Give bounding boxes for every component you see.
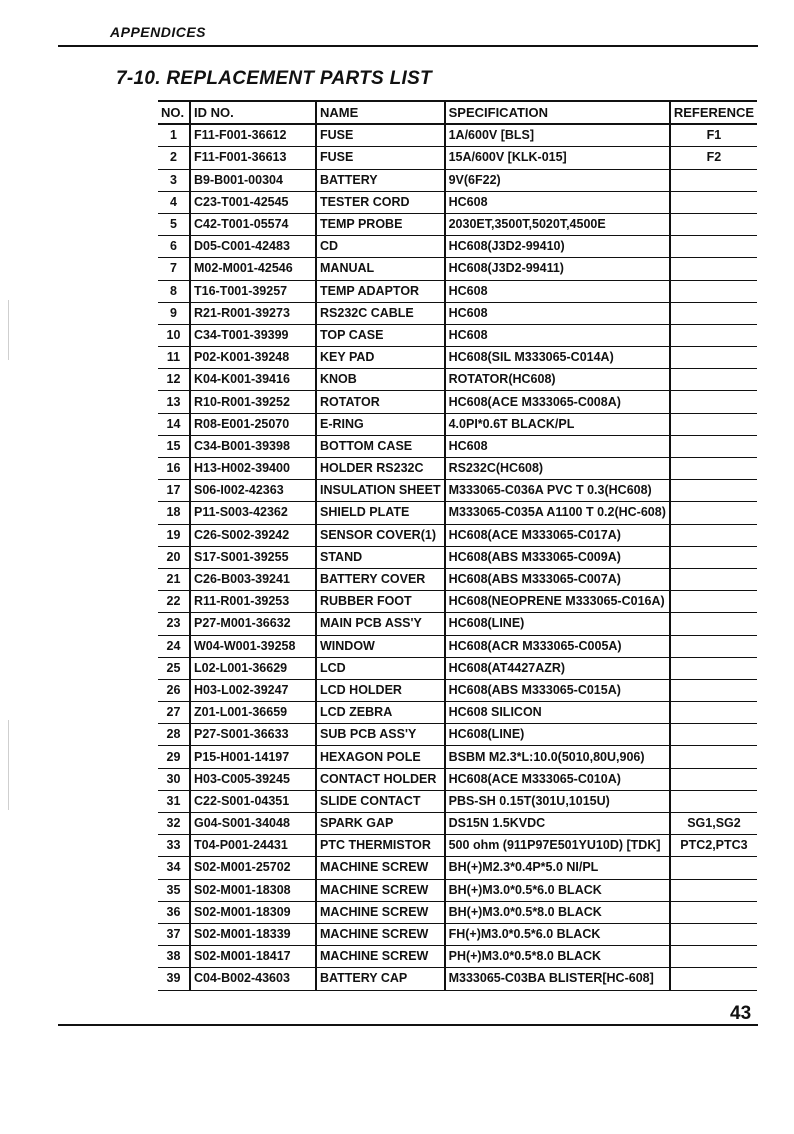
cell-specification: 1A/600V [BLS]	[445, 124, 670, 147]
cell-id-no: F11-F001-36613	[190, 147, 316, 169]
cell-name: INSULATION SHEET	[316, 480, 445, 502]
cell-id-no: C34-B001-39398	[190, 435, 316, 457]
cell-name: BATTERY	[316, 169, 445, 191]
cell-reference	[670, 679, 757, 701]
cell-no: 36	[158, 901, 190, 923]
cell-name: LCD HOLDER	[316, 679, 445, 701]
cell-name: FUSE	[316, 147, 445, 169]
table-row	[158, 280, 757, 302]
cell-name: MACHINE SCREW	[316, 857, 445, 879]
table-row	[158, 790, 757, 812]
cell-id-no: S02-M001-18308	[190, 879, 316, 901]
cell-id-no: Z01-L001-36659	[190, 702, 316, 724]
cell-id-no: L02-L001-36629	[190, 657, 316, 679]
cell-specification: HC608(LINE)	[445, 613, 670, 635]
table-row	[158, 835, 757, 857]
cell-no: 8	[158, 280, 190, 302]
cell-specification: HC608(ACR M333065-C005A)	[445, 635, 670, 657]
cell-no: 19	[158, 524, 190, 546]
cell-reference	[670, 879, 757, 901]
cell-specification: HC608	[445, 435, 670, 457]
cell-id-no: P27-S001-36633	[190, 724, 316, 746]
table-row	[158, 191, 757, 213]
cell-reference	[670, 968, 757, 990]
cell-specification: HC608(SIL M333065-C014A)	[445, 347, 670, 369]
table-row	[158, 258, 757, 280]
cell-id-no: R21-R001-39273	[190, 302, 316, 324]
table-row	[158, 813, 757, 835]
cell-specification: BSBM M2.3*L:10.0(5010,80U,906)	[445, 746, 670, 768]
table-row	[158, 768, 757, 790]
cell-name: MACHINE SCREW	[316, 923, 445, 945]
cell-specification: DS15N 1.5KVDC	[445, 813, 670, 835]
table-row	[158, 458, 757, 480]
cell-id-no: C04-B002-43603	[190, 968, 316, 990]
cell-name: MACHINE SCREW	[316, 879, 445, 901]
cell-id-no: G04-S001-34048	[190, 813, 316, 835]
cell-reference	[670, 790, 757, 812]
cell-name: BATTERY CAP	[316, 968, 445, 990]
cell-no: 1	[158, 124, 190, 147]
cell-reference	[670, 213, 757, 235]
cell-reference	[670, 169, 757, 191]
table-row	[158, 413, 757, 435]
cell-name: LCD	[316, 657, 445, 679]
table-row	[158, 901, 757, 923]
cell-id-no: C26-B003-39241	[190, 568, 316, 590]
cell-id-no: B9-B001-00304	[190, 169, 316, 191]
cell-specification: HC608(LINE)	[445, 724, 670, 746]
cell-name: CD	[316, 236, 445, 258]
cell-reference: PTC2,PTC3	[670, 835, 757, 857]
cell-specification: PH(+)M3.0*0.5*8.0 BLACK	[445, 946, 670, 968]
cell-specification: HC608(ACE M333065-C017A)	[445, 524, 670, 546]
column-header-specification: SPECIFICATION	[445, 101, 670, 124]
cell-no: 13	[158, 391, 190, 413]
cell-id-no: R08-E001-25070	[190, 413, 316, 435]
cell-reference	[670, 657, 757, 679]
page-title: 7-10. REPLACEMENT PARTS LIST	[116, 68, 432, 89]
cell-id-no: H03-L002-39247	[190, 679, 316, 701]
cell-id-no: H03-C005-39245	[190, 768, 316, 790]
cell-id-no: T04-P001-24431	[190, 835, 316, 857]
column-header-reference: REFERENCE	[670, 101, 757, 124]
table-row	[158, 124, 757, 147]
cell-reference	[670, 458, 757, 480]
table-row	[158, 213, 757, 235]
cell-id-no: C34-T001-39399	[190, 324, 316, 346]
cell-id-no: P15-H001-14197	[190, 746, 316, 768]
scan-artifact	[8, 720, 9, 810]
table-row	[158, 369, 757, 391]
table-row	[158, 946, 757, 968]
cell-specification: HC608	[445, 302, 670, 324]
section-label: APPENDICES	[110, 24, 207, 40]
cell-no: 11	[158, 347, 190, 369]
table-row	[158, 568, 757, 590]
cell-reference: F2	[670, 147, 757, 169]
cell-no: 9	[158, 302, 190, 324]
cell-no: 17	[158, 480, 190, 502]
cell-no: 35	[158, 879, 190, 901]
table-row	[158, 591, 757, 613]
cell-id-no: R11-R001-39253	[190, 591, 316, 613]
cell-id-no: H13-H002-39400	[190, 458, 316, 480]
column-header-no: NO.	[158, 101, 190, 124]
cell-specification: BH(+)M3.0*0.5*8.0 BLACK	[445, 901, 670, 923]
cell-specification: HC608(ACE M333065-C010A)	[445, 768, 670, 790]
cell-no: 23	[158, 613, 190, 635]
cell-no: 33	[158, 835, 190, 857]
cell-name: BOTTOM CASE	[316, 435, 445, 457]
table-row	[158, 635, 757, 657]
cell-name: MACHINE SCREW	[316, 901, 445, 923]
table-row	[158, 546, 757, 568]
cell-specification: HC608(AT4427AZR)	[445, 657, 670, 679]
cell-reference	[670, 191, 757, 213]
cell-no: 25	[158, 657, 190, 679]
cell-reference	[670, 435, 757, 457]
table-row	[158, 724, 757, 746]
cell-specification: HC608(NEOPRENE M333065-C016A)	[445, 591, 670, 613]
cell-name: TEMP PROBE	[316, 213, 445, 235]
table-row	[158, 613, 757, 635]
cell-reference	[670, 324, 757, 346]
cell-reference	[670, 502, 757, 524]
cell-no: 34	[158, 857, 190, 879]
cell-specification: HC608(ABS M333065-C015A)	[445, 679, 670, 701]
cell-reference	[670, 302, 757, 324]
table-row	[158, 391, 757, 413]
cell-specification: 15A/600V [KLK-015]	[445, 147, 670, 169]
cell-reference: F1	[670, 124, 757, 147]
cell-id-no: C42-T001-05574	[190, 213, 316, 235]
cell-no: 22	[158, 591, 190, 613]
table-row	[158, 236, 757, 258]
cell-no: 12	[158, 369, 190, 391]
cell-reference	[670, 524, 757, 546]
cell-id-no: S02-M001-18339	[190, 923, 316, 945]
cell-specification: 9V(6F22)	[445, 169, 670, 191]
cell-no: 15	[158, 435, 190, 457]
cell-no: 10	[158, 324, 190, 346]
cell-name: STAND	[316, 546, 445, 568]
cell-specification: M333065-C035A A1100 T 0.2(HC-608)	[445, 502, 670, 524]
cell-name: CONTACT HOLDER	[316, 768, 445, 790]
cell-no: 31	[158, 790, 190, 812]
cell-no: 16	[158, 458, 190, 480]
footer-rule	[58, 1024, 758, 1026]
table-row	[158, 147, 757, 169]
cell-reference	[670, 768, 757, 790]
cell-specification: M333065-C036A PVC T 0.3(HC608)	[445, 480, 670, 502]
cell-specification: HC608	[445, 191, 670, 213]
cell-no: 32	[158, 813, 190, 835]
cell-no: 29	[158, 746, 190, 768]
cell-name: TESTER CORD	[316, 191, 445, 213]
cell-reference	[670, 702, 757, 724]
cell-reference	[670, 546, 757, 568]
cell-reference	[670, 258, 757, 280]
cell-name: WINDOW	[316, 635, 445, 657]
cell-id-no: R10-R001-39252	[190, 391, 316, 413]
cell-no: 3	[158, 169, 190, 191]
cell-reference	[670, 613, 757, 635]
cell-reference	[670, 568, 757, 590]
cell-id-no: M02-M001-42546	[190, 258, 316, 280]
cell-name: KNOB	[316, 369, 445, 391]
table-row	[158, 923, 757, 945]
cell-name: ROTATOR	[316, 391, 445, 413]
cell-reference	[670, 369, 757, 391]
scan-artifact	[8, 300, 9, 360]
cell-specification: FH(+)M3.0*0.5*6.0 BLACK	[445, 923, 670, 945]
cell-reference	[670, 280, 757, 302]
cell-name: MACHINE SCREW	[316, 946, 445, 968]
cell-specification: BH(+)M3.0*0.5*6.0 BLACK	[445, 879, 670, 901]
cell-name: SUB PCB ASS'Y	[316, 724, 445, 746]
cell-no: 21	[158, 568, 190, 590]
page-number: 43	[730, 1003, 752, 1024]
cell-no: 27	[158, 702, 190, 724]
table-row	[158, 169, 757, 191]
table-row	[158, 524, 757, 546]
cell-name: SLIDE CONTACT	[316, 790, 445, 812]
cell-no: 39	[158, 968, 190, 990]
cell-name: E-RING	[316, 413, 445, 435]
cell-reference	[670, 347, 757, 369]
cell-name: MANUAL	[316, 258, 445, 280]
cell-specification: 4.0PI*0.6T BLACK/PL	[445, 413, 670, 435]
table-row	[158, 657, 757, 679]
cell-name: TOP CASE	[316, 324, 445, 346]
cell-name: HOLDER RS232C	[316, 458, 445, 480]
cell-no: 5	[158, 213, 190, 235]
cell-id-no: S17-S001-39255	[190, 546, 316, 568]
cell-no: 6	[158, 236, 190, 258]
cell-reference: SG1,SG2	[670, 813, 757, 835]
cell-reference	[670, 591, 757, 613]
cell-reference	[670, 480, 757, 502]
table-row	[158, 324, 757, 346]
cell-id-no: K04-K001-39416	[190, 369, 316, 391]
cell-specification: HC608(ABS M333065-C007A)	[445, 568, 670, 590]
cell-no: 20	[158, 546, 190, 568]
cell-id-no: F11-F001-36612	[190, 124, 316, 147]
cell-specification: HC608(J3D2-99410)	[445, 236, 670, 258]
column-header-id: ID NO.	[190, 101, 316, 124]
cell-id-no: C26-S002-39242	[190, 524, 316, 546]
cell-no: 18	[158, 502, 190, 524]
cell-reference	[670, 724, 757, 746]
cell-id-no: W04-W001-39258	[190, 635, 316, 657]
cell-reference	[670, 923, 757, 945]
cell-id-no: C22-S001-04351	[190, 790, 316, 812]
table-row	[158, 502, 757, 524]
cell-specification: 500 ohm (911P97E501YU10D) [TDK]	[445, 835, 670, 857]
cell-no: 2	[158, 147, 190, 169]
cell-specification: HC608(ACE M333065-C008A)	[445, 391, 670, 413]
cell-name: MAIN PCB ASS'Y	[316, 613, 445, 635]
cell-id-no: S02-M001-18309	[190, 901, 316, 923]
header-rule	[58, 45, 758, 47]
table-row	[158, 480, 757, 502]
table-row	[158, 702, 757, 724]
cell-name: KEY PAD	[316, 347, 445, 369]
table-row	[158, 879, 757, 901]
cell-specification: HC608	[445, 324, 670, 346]
cell-no: 7	[158, 258, 190, 280]
cell-no: 30	[158, 768, 190, 790]
cell-id-no: C23-T001-42545	[190, 191, 316, 213]
cell-name: TEMP ADAPTOR	[316, 280, 445, 302]
cell-name: BATTERY COVER	[316, 568, 445, 590]
cell-id-no: S02-M001-25702	[190, 857, 316, 879]
cell-id-no: P11-S003-42362	[190, 502, 316, 524]
table-row	[158, 435, 757, 457]
table-row	[158, 746, 757, 768]
cell-specification: RS232C(HC608)	[445, 458, 670, 480]
cell-reference	[670, 635, 757, 657]
cell-no: 14	[158, 413, 190, 435]
cell-no: 24	[158, 635, 190, 657]
cell-name: RS232C CABLE	[316, 302, 445, 324]
cell-reference	[670, 391, 757, 413]
cell-specification: M333065-C03BA BLISTER[HC-608]	[445, 968, 670, 990]
table-row	[158, 347, 757, 369]
cell-no: 26	[158, 679, 190, 701]
cell-no: 37	[158, 923, 190, 945]
cell-no: 4	[158, 191, 190, 213]
cell-name: RUBBER FOOT	[316, 591, 445, 613]
cell-reference	[670, 946, 757, 968]
cell-id-no: S02-M001-18417	[190, 946, 316, 968]
cell-no: 28	[158, 724, 190, 746]
cell-name: FUSE	[316, 124, 445, 147]
cell-specification: HC608(J3D2-99411)	[445, 258, 670, 280]
cell-id-no: T16-T001-39257	[190, 280, 316, 302]
cell-id-no: D05-C001-42483	[190, 236, 316, 258]
table-header-row	[158, 101, 757, 124]
cell-reference	[670, 746, 757, 768]
cell-specification: ROTATOR(HC608)	[445, 369, 670, 391]
cell-reference	[670, 413, 757, 435]
cell-reference	[670, 236, 757, 258]
table-row	[158, 679, 757, 701]
cell-name: SENSOR COVER(1)	[316, 524, 445, 546]
parts-table-body	[158, 124, 757, 990]
cell-name: HEXAGON POLE	[316, 746, 445, 768]
table-row	[158, 302, 757, 324]
cell-specification: PBS-SH 0.15T(301U,1015U)	[445, 790, 670, 812]
cell-name: PTC THERMISTOR	[316, 835, 445, 857]
cell-id-no: P02-K001-39248	[190, 347, 316, 369]
cell-id-no: P27-M001-36632	[190, 613, 316, 635]
cell-specification: 2030ET,3500T,5020T,4500E	[445, 213, 670, 235]
column-header-name: NAME	[316, 101, 445, 124]
cell-specification: HC608	[445, 280, 670, 302]
parts-table	[158, 100, 757, 991]
cell-no: 38	[158, 946, 190, 968]
cell-specification: HC608(ABS M333065-C009A)	[445, 546, 670, 568]
cell-name: SPARK GAP	[316, 813, 445, 835]
cell-reference	[670, 901, 757, 923]
cell-specification: BH(+)M2.3*0.4P*5.0 NI/PL	[445, 857, 670, 879]
cell-name: SHIELD PLATE	[316, 502, 445, 524]
cell-specification: HC608 SILICON	[445, 702, 670, 724]
cell-name: LCD ZEBRA	[316, 702, 445, 724]
table-row	[158, 968, 757, 990]
cell-id-no: S06-I002-42363	[190, 480, 316, 502]
cell-reference	[670, 857, 757, 879]
table-row	[158, 857, 757, 879]
